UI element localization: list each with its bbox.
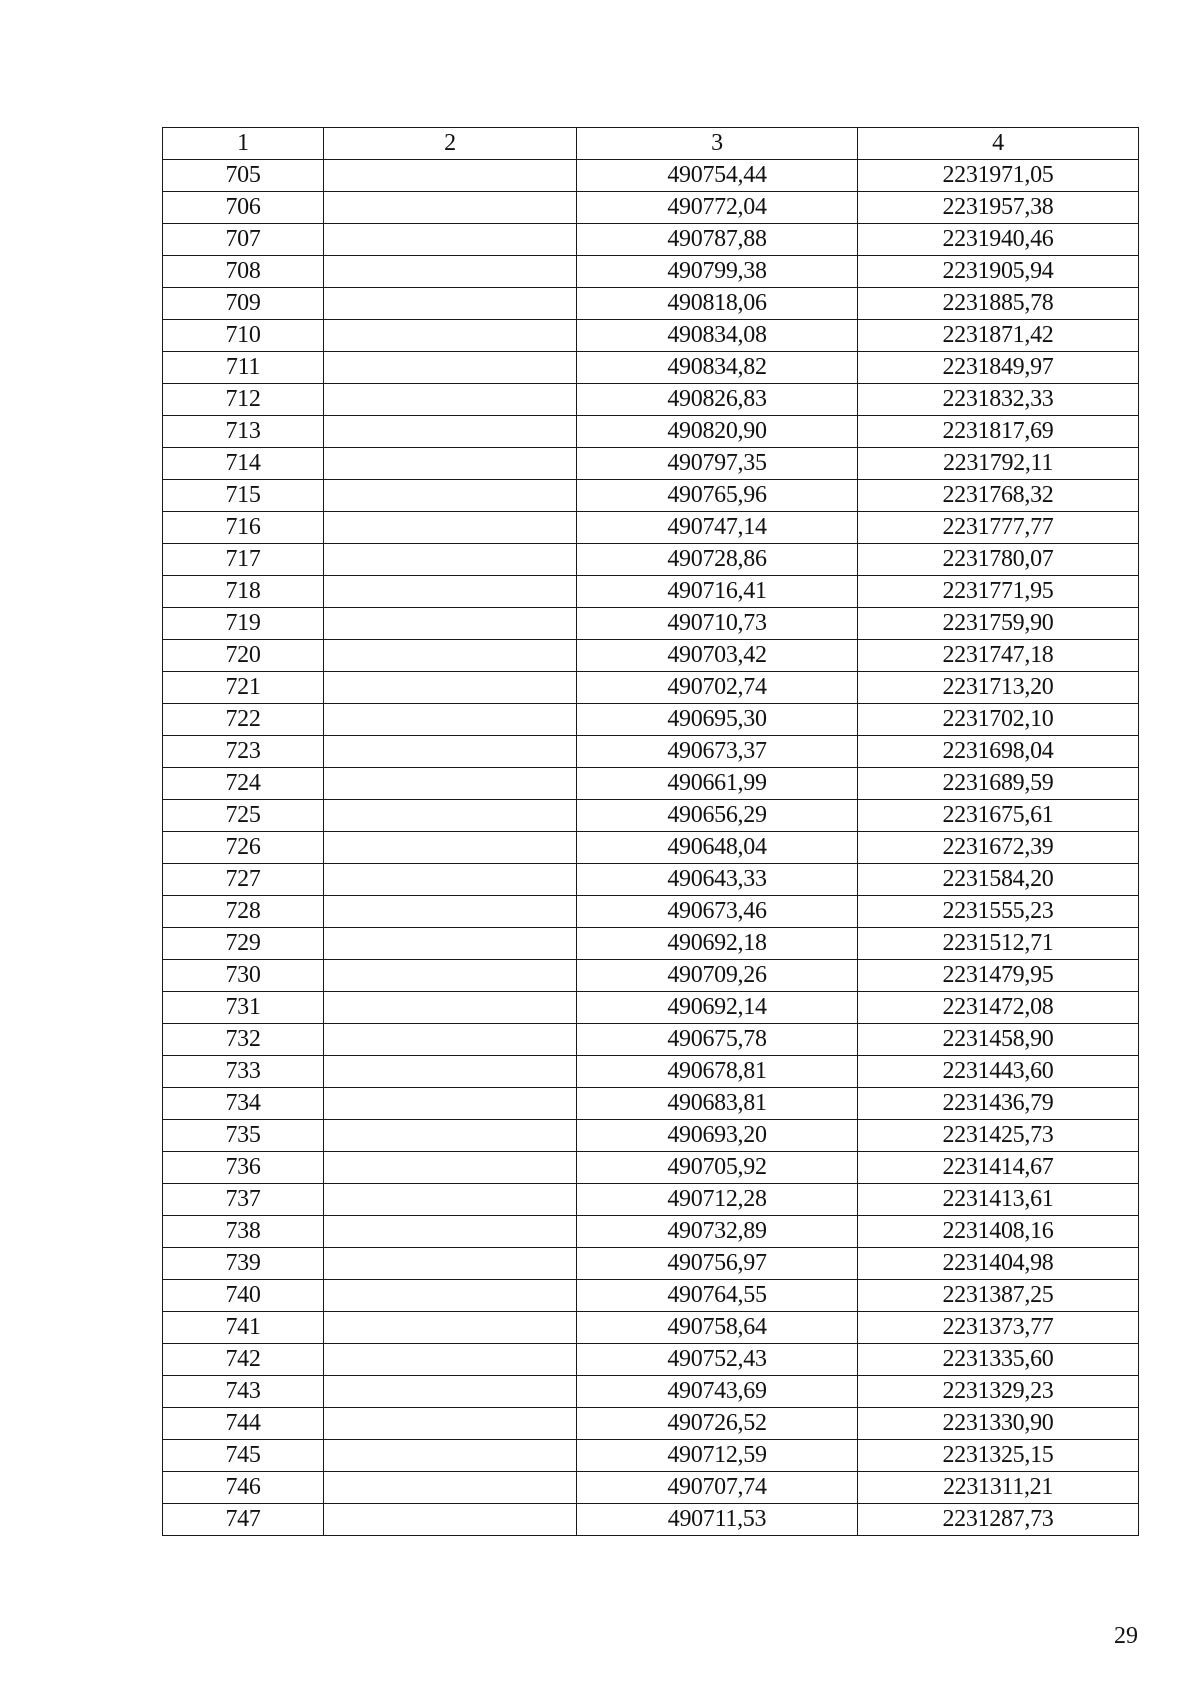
point-number-cell: 724 — [163, 768, 324, 800]
description-cell — [324, 448, 577, 480]
y-coordinate-cell: 2231747,18 — [858, 640, 1139, 672]
y-coordinate-cell: 2231436,79 — [858, 1088, 1139, 1120]
y-coordinate-cell: 2231885,78 — [858, 288, 1139, 320]
table-row — [163, 832, 1139, 864]
y-coordinate-cell: 2231373,77 — [858, 1312, 1139, 1344]
point-number-cell: 723 — [163, 736, 324, 768]
table-row — [163, 768, 1139, 800]
y-coordinate-cell: 2231325,15 — [858, 1440, 1139, 1472]
point-number-cell: 726 — [163, 832, 324, 864]
description-cell — [324, 1376, 577, 1408]
description-cell — [324, 1248, 577, 1280]
point-number-cell: 710 — [163, 320, 324, 352]
point-number-cell: 709 — [163, 288, 324, 320]
point-number-cell: 746 — [163, 1472, 324, 1504]
x-coordinate-cell: 490756,97 — [577, 1248, 858, 1280]
description-cell — [324, 1408, 577, 1440]
x-coordinate-cell: 490643,33 — [577, 864, 858, 896]
description-cell — [324, 288, 577, 320]
x-coordinate-cell: 490711,53 — [577, 1504, 858, 1536]
point-number-cell: 738 — [163, 1216, 324, 1248]
description-cell — [324, 800, 577, 832]
description-cell — [324, 224, 577, 256]
table-row — [163, 1216, 1139, 1248]
description-cell — [324, 512, 577, 544]
table-row — [163, 256, 1139, 288]
x-coordinate-cell: 490703,42 — [577, 640, 858, 672]
y-coordinate-cell: 2231404,98 — [858, 1248, 1139, 1280]
y-coordinate-cell: 2231905,94 — [858, 256, 1139, 288]
point-number-cell: 740 — [163, 1280, 324, 1312]
description-cell — [324, 1024, 577, 1056]
description-cell — [324, 1184, 577, 1216]
point-number-cell: 708 — [163, 256, 324, 288]
table-row — [163, 352, 1139, 384]
y-coordinate-cell: 2231287,73 — [858, 1504, 1139, 1536]
description-cell — [324, 672, 577, 704]
y-coordinate-cell: 2231555,23 — [858, 896, 1139, 928]
x-coordinate-cell: 490732,89 — [577, 1216, 858, 1248]
table-row — [163, 288, 1139, 320]
column-header-1: 1 — [163, 128, 324, 160]
description-cell — [324, 1088, 577, 1120]
column-header-2: 2 — [324, 128, 577, 160]
x-coordinate-cell: 490702,74 — [577, 672, 858, 704]
description-cell — [324, 1056, 577, 1088]
description-cell — [324, 768, 577, 800]
y-coordinate-cell: 2231458,90 — [858, 1024, 1139, 1056]
point-number-cell: 722 — [163, 704, 324, 736]
point-number-cell: 732 — [163, 1024, 324, 1056]
description-cell — [324, 1120, 577, 1152]
description-cell — [324, 608, 577, 640]
point-number-cell: 744 — [163, 1408, 324, 1440]
point-number-cell: 725 — [163, 800, 324, 832]
table-row — [163, 384, 1139, 416]
table-row — [163, 192, 1139, 224]
table-row — [163, 1376, 1139, 1408]
point-number-cell: 742 — [163, 1344, 324, 1376]
point-number-cell: 715 — [163, 480, 324, 512]
y-coordinate-cell: 2231329,23 — [858, 1376, 1139, 1408]
x-coordinate-cell: 490673,46 — [577, 896, 858, 928]
x-coordinate-cell: 490787,88 — [577, 224, 858, 256]
x-coordinate-cell: 490797,35 — [577, 448, 858, 480]
y-coordinate-cell: 2231957,38 — [858, 192, 1139, 224]
description-cell — [324, 1216, 577, 1248]
table-row — [163, 1312, 1139, 1344]
y-coordinate-cell: 2231713,20 — [858, 672, 1139, 704]
x-coordinate-cell: 490834,82 — [577, 352, 858, 384]
x-coordinate-cell: 490709,26 — [577, 960, 858, 992]
point-number-cell: 729 — [163, 928, 324, 960]
point-number-cell: 720 — [163, 640, 324, 672]
x-coordinate-cell: 490834,08 — [577, 320, 858, 352]
point-number-cell: 716 — [163, 512, 324, 544]
y-coordinate-cell: 2231672,39 — [858, 832, 1139, 864]
y-coordinate-cell: 2231777,77 — [858, 512, 1139, 544]
y-coordinate-cell: 2231512,71 — [858, 928, 1139, 960]
description-cell — [324, 416, 577, 448]
y-coordinate-cell: 2231335,60 — [858, 1344, 1139, 1376]
description-cell — [324, 320, 577, 352]
y-coordinate-cell: 2231408,16 — [858, 1216, 1139, 1248]
y-coordinate-cell: 2231311,21 — [858, 1472, 1139, 1504]
x-coordinate-cell: 490726,52 — [577, 1408, 858, 1440]
table-row — [163, 1184, 1139, 1216]
table-row — [163, 320, 1139, 352]
table-row — [163, 704, 1139, 736]
x-coordinate-cell: 490683,81 — [577, 1088, 858, 1120]
x-coordinate-cell: 490692,18 — [577, 928, 858, 960]
x-coordinate-cell: 490712,28 — [577, 1184, 858, 1216]
table-row — [163, 736, 1139, 768]
description-cell — [324, 736, 577, 768]
description-cell — [324, 384, 577, 416]
description-cell — [324, 1472, 577, 1504]
point-number-cell: 741 — [163, 1312, 324, 1344]
table-row — [163, 1248, 1139, 1280]
table-row — [163, 1408, 1139, 1440]
point-number-cell: 739 — [163, 1248, 324, 1280]
description-cell — [324, 1504, 577, 1536]
x-coordinate-cell: 490752,43 — [577, 1344, 858, 1376]
y-coordinate-cell: 2231702,10 — [858, 704, 1139, 736]
point-number-cell: 731 — [163, 992, 324, 1024]
point-number-cell: 721 — [163, 672, 324, 704]
y-coordinate-cell: 2231792,11 — [858, 448, 1139, 480]
point-number-cell: 706 — [163, 192, 324, 224]
y-coordinate-cell: 2231771,95 — [858, 576, 1139, 608]
point-number-cell: 712 — [163, 384, 324, 416]
y-coordinate-cell: 2231330,90 — [858, 1408, 1139, 1440]
x-coordinate-cell: 490747,14 — [577, 512, 858, 544]
table-row — [163, 608, 1139, 640]
y-coordinate-cell: 2231817,69 — [858, 416, 1139, 448]
y-coordinate-cell: 2231832,33 — [858, 384, 1139, 416]
description-cell — [324, 160, 577, 192]
table-row — [163, 864, 1139, 896]
page-number: 29 — [1114, 1623, 1138, 1649]
y-coordinate-cell: 2231413,61 — [858, 1184, 1139, 1216]
table-row — [163, 480, 1139, 512]
y-coordinate-cell: 2231759,90 — [858, 608, 1139, 640]
column-header-3: 3 — [577, 128, 858, 160]
table-header-row — [163, 128, 1139, 160]
table-row — [163, 1152, 1139, 1184]
description-cell — [324, 352, 577, 384]
point-number-cell: 745 — [163, 1440, 324, 1472]
description-cell — [324, 1440, 577, 1472]
y-coordinate-cell: 2231414,67 — [858, 1152, 1139, 1184]
table-row — [163, 896, 1139, 928]
y-coordinate-cell: 2231971,05 — [858, 160, 1139, 192]
point-number-cell: 733 — [163, 1056, 324, 1088]
description-cell — [324, 896, 577, 928]
y-coordinate-cell: 2231443,60 — [858, 1056, 1139, 1088]
y-coordinate-cell: 2231584,20 — [858, 864, 1139, 896]
description-cell — [324, 1280, 577, 1312]
x-coordinate-cell: 490710,73 — [577, 608, 858, 640]
y-coordinate-cell: 2231849,97 — [858, 352, 1139, 384]
coordinates-table — [162, 127, 1139, 1536]
x-coordinate-cell: 490656,29 — [577, 800, 858, 832]
y-coordinate-cell: 2231387,25 — [858, 1280, 1139, 1312]
description-cell — [324, 704, 577, 736]
y-coordinate-cell: 2231425,73 — [858, 1120, 1139, 1152]
x-coordinate-cell: 490799,38 — [577, 256, 858, 288]
table-row — [163, 416, 1139, 448]
description-cell — [324, 256, 577, 288]
point-number-cell: 747 — [163, 1504, 324, 1536]
x-coordinate-cell: 490716,41 — [577, 576, 858, 608]
y-coordinate-cell: 2231675,61 — [858, 800, 1139, 832]
table-row — [163, 448, 1139, 480]
table-row — [163, 1088, 1139, 1120]
x-coordinate-cell: 490754,44 — [577, 160, 858, 192]
point-number-cell: 713 — [163, 416, 324, 448]
point-number-cell: 714 — [163, 448, 324, 480]
table-row — [163, 544, 1139, 576]
point-number-cell: 734 — [163, 1088, 324, 1120]
table-row — [163, 992, 1139, 1024]
table-row — [163, 1440, 1139, 1472]
x-coordinate-cell: 490728,86 — [577, 544, 858, 576]
point-number-cell: 737 — [163, 1184, 324, 1216]
x-coordinate-cell: 490661,99 — [577, 768, 858, 800]
y-coordinate-cell: 2231689,59 — [858, 768, 1139, 800]
x-coordinate-cell: 490673,37 — [577, 736, 858, 768]
table-row — [163, 928, 1139, 960]
description-cell — [324, 480, 577, 512]
description-cell — [324, 1312, 577, 1344]
table-row — [163, 1024, 1139, 1056]
point-number-cell: 705 — [163, 160, 324, 192]
description-cell — [324, 640, 577, 672]
description-cell — [324, 960, 577, 992]
description-cell — [324, 544, 577, 576]
table-row — [163, 960, 1139, 992]
x-coordinate-cell: 490675,78 — [577, 1024, 858, 1056]
point-number-cell: 743 — [163, 1376, 324, 1408]
table-body — [163, 160, 1139, 1536]
y-coordinate-cell: 2231479,95 — [858, 960, 1139, 992]
x-coordinate-cell: 490764,55 — [577, 1280, 858, 1312]
y-coordinate-cell: 2231940,46 — [858, 224, 1139, 256]
description-cell — [324, 1344, 577, 1376]
table-row — [163, 1344, 1139, 1376]
description-cell — [324, 992, 577, 1024]
point-number-cell: 711 — [163, 352, 324, 384]
x-coordinate-cell: 490707,74 — [577, 1472, 858, 1504]
x-coordinate-cell: 490818,06 — [577, 288, 858, 320]
x-coordinate-cell: 490695,30 — [577, 704, 858, 736]
table-row — [163, 640, 1139, 672]
point-number-cell: 727 — [163, 864, 324, 896]
description-cell — [324, 928, 577, 960]
y-coordinate-cell: 2231768,32 — [858, 480, 1139, 512]
table-row — [163, 1120, 1139, 1152]
table-row — [163, 800, 1139, 832]
x-coordinate-cell: 490705,92 — [577, 1152, 858, 1184]
table-row — [163, 1504, 1139, 1536]
x-coordinate-cell: 490692,14 — [577, 992, 858, 1024]
x-coordinate-cell: 490678,81 — [577, 1056, 858, 1088]
column-header-4: 4 — [858, 128, 1139, 160]
y-coordinate-cell: 2231780,07 — [858, 544, 1139, 576]
table-row — [163, 1472, 1139, 1504]
table-row — [163, 672, 1139, 704]
point-number-cell: 707 — [163, 224, 324, 256]
x-coordinate-cell: 490772,04 — [577, 192, 858, 224]
table-row — [163, 1056, 1139, 1088]
description-cell — [324, 576, 577, 608]
x-coordinate-cell: 490826,83 — [577, 384, 858, 416]
point-number-cell: 735 — [163, 1120, 324, 1152]
point-number-cell: 730 — [163, 960, 324, 992]
table-row — [163, 224, 1139, 256]
table-row — [163, 512, 1139, 544]
x-coordinate-cell: 490712,59 — [577, 1440, 858, 1472]
point-number-cell: 717 — [163, 544, 324, 576]
x-coordinate-cell: 490765,96 — [577, 480, 858, 512]
point-number-cell: 728 — [163, 896, 324, 928]
description-cell — [324, 832, 577, 864]
point-number-cell: 719 — [163, 608, 324, 640]
x-coordinate-cell: 490693,20 — [577, 1120, 858, 1152]
x-coordinate-cell: 490648,04 — [577, 832, 858, 864]
y-coordinate-cell: 2231698,04 — [858, 736, 1139, 768]
x-coordinate-cell: 490820,90 — [577, 416, 858, 448]
description-cell — [324, 192, 577, 224]
point-number-cell: 736 — [163, 1152, 324, 1184]
description-cell — [324, 864, 577, 896]
point-number-cell: 718 — [163, 576, 324, 608]
table-row — [163, 1280, 1139, 1312]
x-coordinate-cell: 490758,64 — [577, 1312, 858, 1344]
y-coordinate-cell: 2231472,08 — [858, 992, 1139, 1024]
table-row — [163, 576, 1139, 608]
y-coordinate-cell: 2231871,42 — [858, 320, 1139, 352]
table-row — [163, 160, 1139, 192]
x-coordinate-cell: 490743,69 — [577, 1376, 858, 1408]
description-cell — [324, 1152, 577, 1184]
